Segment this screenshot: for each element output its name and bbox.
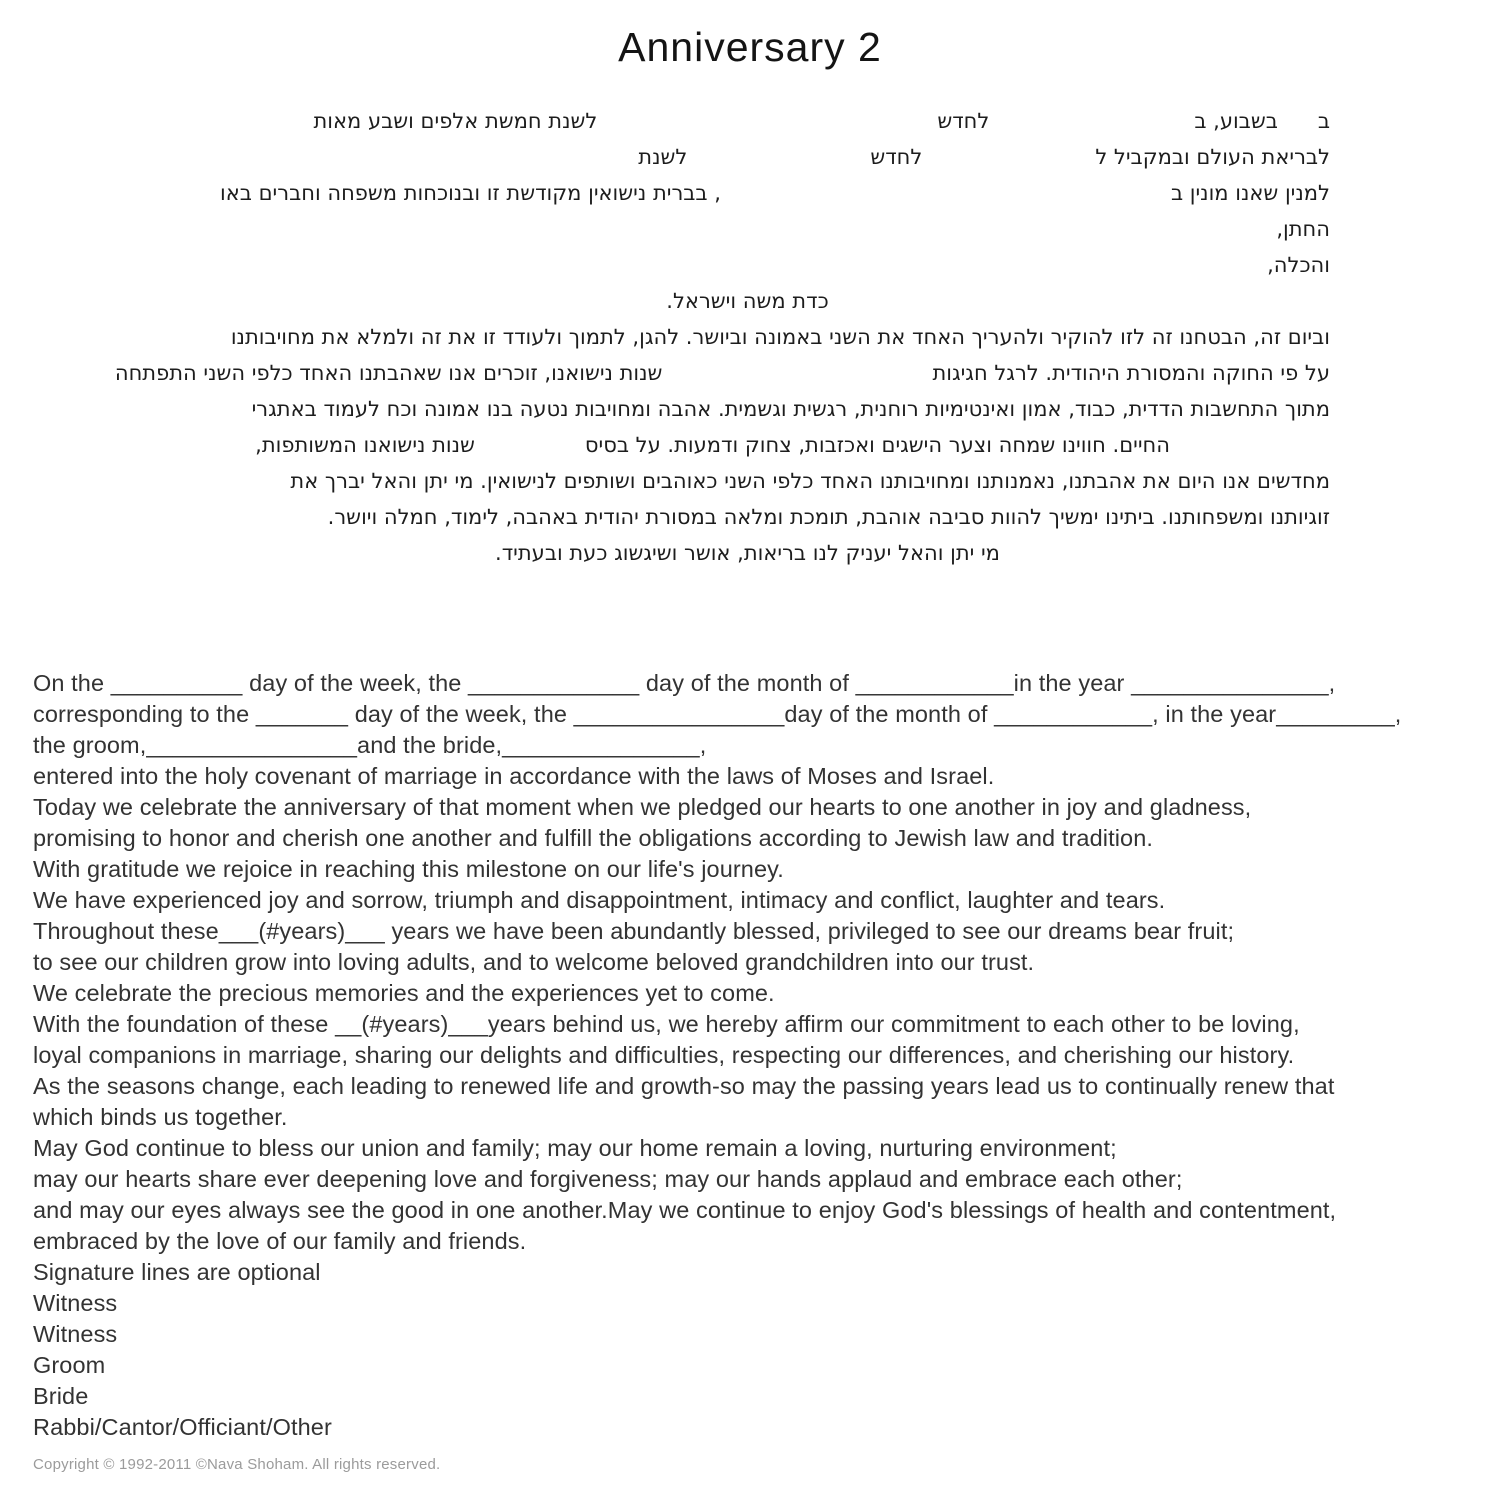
hebrew-blank-field <box>721 199 1171 200</box>
hebrew-blank-field <box>1278 127 1318 128</box>
hebrew-header <box>165 103 1330 319</box>
english-line: corresponding to the _______ day of the week, the ________________day of the month of ____________, in the year_________, <box>33 701 1402 727</box>
english-line: Today we celebrate the anniversary of that moment when we pledged our hearts to one another in joy and gladness, <box>33 794 1252 820</box>
english-line: and may our eyes always see the good in one another.May we continue to enjoy God's blessings of health and contentment, <box>33 1197 1337 1223</box>
english-line: We celebrate the precious memories and the experiences yet to come. <box>33 980 775 1006</box>
hebrew-text-segment: לחדש <box>870 145 923 169</box>
hebrew-line <box>165 175 1330 211</box>
english-line: embraced by the love of our family and friends. <box>33 1228 527 1254</box>
english-line: Bride <box>33 1383 89 1409</box>
hebrew-text-segment: כדת משה וישראל. <box>666 289 829 313</box>
hebrew-text-segment: למנין שאנו מונין ב <box>1170 181 1330 205</box>
hebrew-text-segment: החיים. חווינו שמחה וצער הישגים ואכזבות, צחוק ודמעות. על בסיס <box>584 433 1170 457</box>
hebrew-blank-field <box>922 163 1095 164</box>
hebrew-line <box>165 211 1330 247</box>
hebrew-line <box>165 247 1330 283</box>
hebrew-paragraph <box>114 319 1330 571</box>
hebrew-text-segment: לשנת חמשת אלפים ושבע מאות <box>313 109 598 133</box>
english-line: We have experienced joy and sorrow, triumph and disappointment, intimacy and conflict, laughter and tears. <box>33 887 1166 913</box>
hebrew-text-segment: מתוך התחשבות הדדית, כבוד, אמון ואינטימיות רוחנית, רגשית וגשמית. אהבה ומחויבות נטעה בנו אמונה וכח לעמוד באתגרי <box>251 397 1330 421</box>
english-line: promising to honor and cherish one another and fulfill the obligations according to Jewish law and tradition. <box>33 825 1153 851</box>
english-line: Witness <box>33 1290 118 1316</box>
hebrew-text-segment: שנות נישואנו, זוכרים אנו שאהבתנו האחד כלפי השני התפתחה <box>114 361 663 385</box>
english-line: May God continue to bless our union and family; may our home remain a loving, nurturing environment; <box>33 1135 1117 1161</box>
english-line: Witness <box>33 1321 118 1347</box>
hebrew-line <box>165 283 1330 319</box>
hebrew-text-segment: וביום זה, הבטחנו זה לזו להוקיר ולהעריך האחד את השני באמונה וביושר. להגן, לתמוך ולעודד זו את זה ולמלא את מחויבותנו <box>230 325 1330 349</box>
hebrew-blank-field <box>687 163 870 164</box>
hebrew-section <box>114 103 1330 571</box>
hebrew-text-segment: לחדש <box>937 109 990 133</box>
hebrew-text-segment: החתן, <box>1276 217 1330 241</box>
english-line: entered into the holy covenant of marriage in accordance with the laws of Moses and Israel. <box>33 763 995 789</box>
copyright-notice: Copyright © 1992-2011 ©Nava Shoham. All rights reserved. <box>33 1456 441 1473</box>
english-line: As the seasons change, each leading to renewed life and growth-so may the passing years lead us to continually renew that <box>33 1073 1335 1099</box>
hebrew-text-segment: לשנת <box>638 145 688 169</box>
hebrew-text-segment: בשבוע, ב <box>1194 109 1278 133</box>
english-line: which binds us together. <box>33 1104 288 1130</box>
hebrew-blank-field <box>662 379 932 380</box>
hebrew-text-segment: שנות נישואנו המשותפות, <box>255 433 475 457</box>
hebrew-blank-field <box>989 127 1194 128</box>
english-line: Signature lines are optional <box>33 1259 321 1285</box>
english-line: the groom,________________and the bride,_______________, <box>33 732 707 758</box>
english-line: With gratitude we rejoice in reaching this milestone on our life's journey. <box>33 856 784 882</box>
english-line: Throughout these___(#years)___ years we have been abundantly blessed, privileged to see our dreams bear fruit; <box>33 918 1235 944</box>
hebrew-blank-field <box>475 451 585 452</box>
hebrew-line <box>165 463 1330 499</box>
hebrew-line <box>165 139 1330 175</box>
hebrew-line <box>165 535 1330 571</box>
hebrew-text-segment: והכלה, <box>1267 253 1330 277</box>
hebrew-line <box>114 355 1330 391</box>
english-line: may our hearts share ever deepening love and forgiveness; may our hands applaud and embrace each other; <box>33 1166 1183 1192</box>
english-line: loyal companions in marriage, sharing our delights and difficulties, respecting our differences, and cherishing our history. <box>33 1042 1295 1068</box>
english-line: Rabbi/Cantor/Officiant/Other <box>33 1414 332 1440</box>
hebrew-text-segment: לבריאת העולם ובמקביל ל <box>1095 145 1330 169</box>
hebrew-line <box>165 319 1330 355</box>
document-title: Anniversary 2 <box>618 24 882 70</box>
english-line: to see our children grow into loving adults, and to welcome beloved grandchildren into our trust. <box>33 949 1035 975</box>
hebrew-line <box>165 103 1330 139</box>
english-line: Groom <box>33 1352 106 1378</box>
hebrew-text-segment: ב <box>1317 109 1330 133</box>
hebrew-text-segment: מחדשים אנו היום את אהבתנו, נאמנותנו ומחויבותנו האחד כלפי השני כאוהבים ושותפים לנישואין. מי יתן והאל יברך את <box>290 469 1330 493</box>
hebrew-text-segment: מי יתן והאל יעניק לנו בריאות, אושר ושיגשוג כעת ובעתיד. <box>495 541 1000 565</box>
hebrew-text-segment: זוגיותנו ומשפחותנו. ביתינו ימשיך להוות סביבה אוהבת, תומכת ומלאה במסורת יהודית באהבה, לימוד, חמלה ויושר. <box>327 505 1330 529</box>
hebrew-line <box>165 391 1330 427</box>
hebrew-text-segment: על פי החוקה והמסורת היהודית. לרגל חגיגות <box>932 361 1330 385</box>
english-line: On the __________ day of the week, the _____________ day of the month of ____________in the year _______________, <box>33 670 1336 696</box>
english-text <box>33 668 1478 1443</box>
hebrew-line <box>165 499 1330 535</box>
english-line: With the foundation of these __(#years)___years behind us, we hereby affirm our commitment to each other to be loving, <box>33 1011 1300 1037</box>
hebrew-text-segment: , בברית נישואין מקודשת זו ובנוכחות משפחה וחברים באו <box>220 181 721 205</box>
hebrew-line <box>165 427 1330 463</box>
hebrew-blank-field <box>597 127 937 128</box>
